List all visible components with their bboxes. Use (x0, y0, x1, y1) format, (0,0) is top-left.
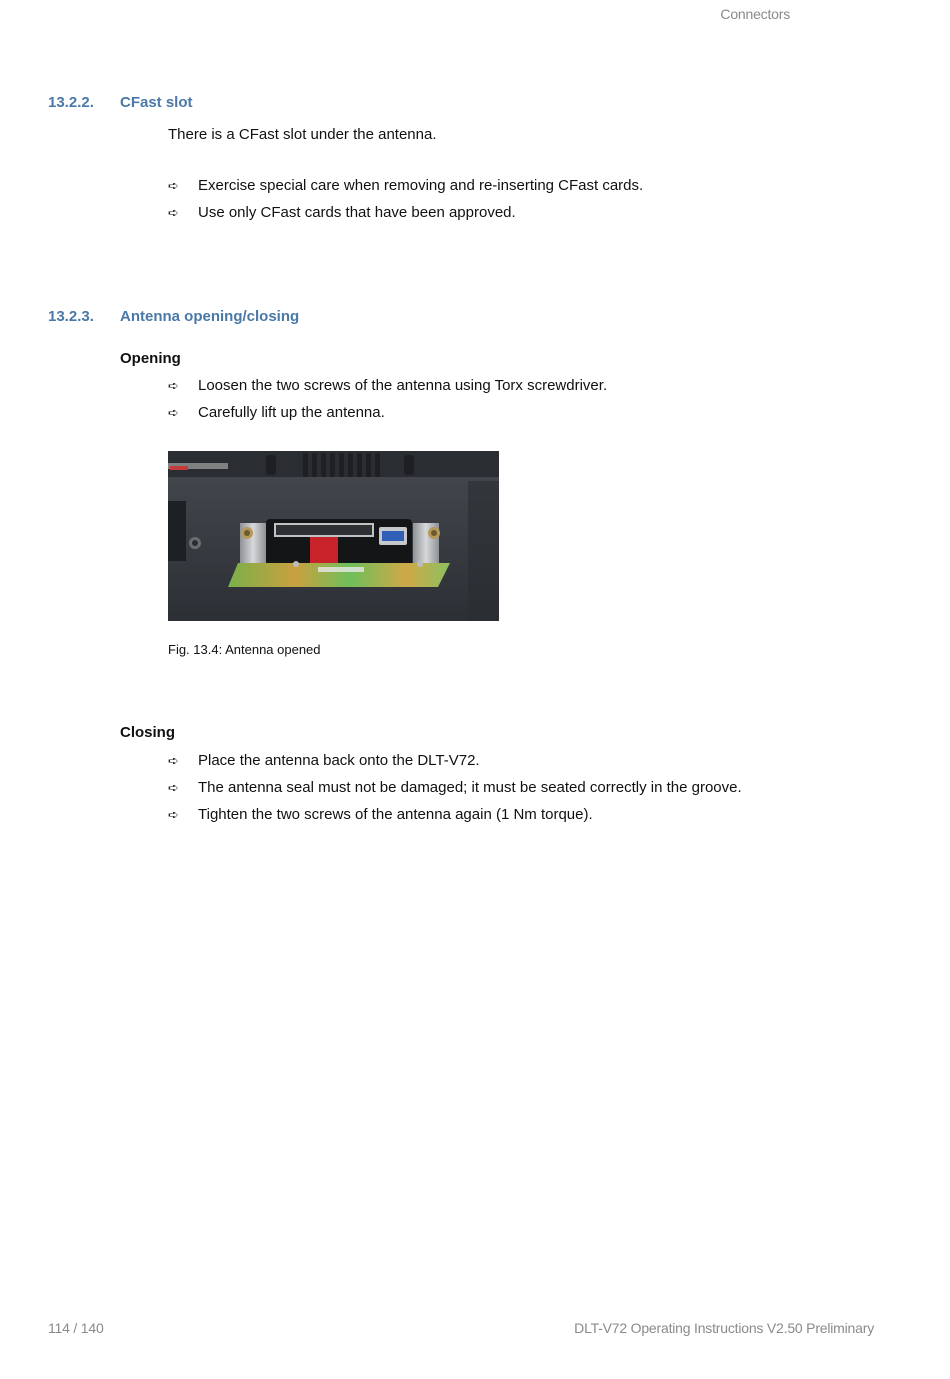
page-number: 114 / 140 (48, 1320, 104, 1336)
arrow-right-icon: ➪ (168, 378, 179, 393)
list-item (168, 806, 593, 823)
list-item-text: Use only CFast cards that have been approved. (198, 204, 516, 221)
list-item (168, 779, 742, 796)
list-item-text: Tighten the two screws of the antenna again (1 Nm torque). (198, 806, 593, 823)
list-item-text: Loosen the two screws of the antenna using Torx screwdriver. (198, 377, 608, 394)
list-item-text: The antenna seal must not be damaged; it must be seated correctly in the groove. (198, 779, 742, 796)
figure-caption: Fig. 13.4: Antenna opened (168, 642, 321, 657)
section-number: 13.2.3. (48, 308, 94, 325)
section-intro: There is a CFast slot under the antenna. (168, 126, 437, 143)
document-title: DLT-V72 Operating Instructions V2.50 Preliminary (574, 1320, 874, 1336)
subheading-closing: Closing (120, 724, 175, 741)
section-number: 13.2.2. (48, 94, 94, 111)
arrow-right-icon: ➪ (168, 405, 179, 420)
list-item (168, 752, 480, 769)
list-item (168, 377, 607, 394)
arrow-right-icon: ➪ (168, 807, 179, 822)
arrow-right-icon: ➪ (168, 205, 179, 220)
arrow-right-icon: ➪ (168, 178, 179, 193)
list-item (168, 204, 516, 221)
arrow-right-icon: ➪ (168, 780, 179, 795)
subheading-opening: Opening (120, 350, 181, 367)
antenna-photo-illustration (168, 451, 499, 621)
list-item-text: Carefully lift up the antenna. (198, 404, 385, 421)
list-item-text: Place the antenna back onto the DLT-V72. (198, 752, 480, 769)
arrow-right-icon: ➪ (168, 753, 179, 768)
list-item (168, 177, 643, 194)
list-item (168, 404, 385, 421)
list-item-text: Exercise special care when removing and re-inserting CFast cards. (198, 177, 644, 194)
figure-antenna-opened-photo (168, 451, 499, 621)
section-title: CFast slot (120, 94, 193, 111)
section-title: Antenna opening/closing (120, 308, 300, 325)
running-header: Connectors (720, 6, 790, 22)
